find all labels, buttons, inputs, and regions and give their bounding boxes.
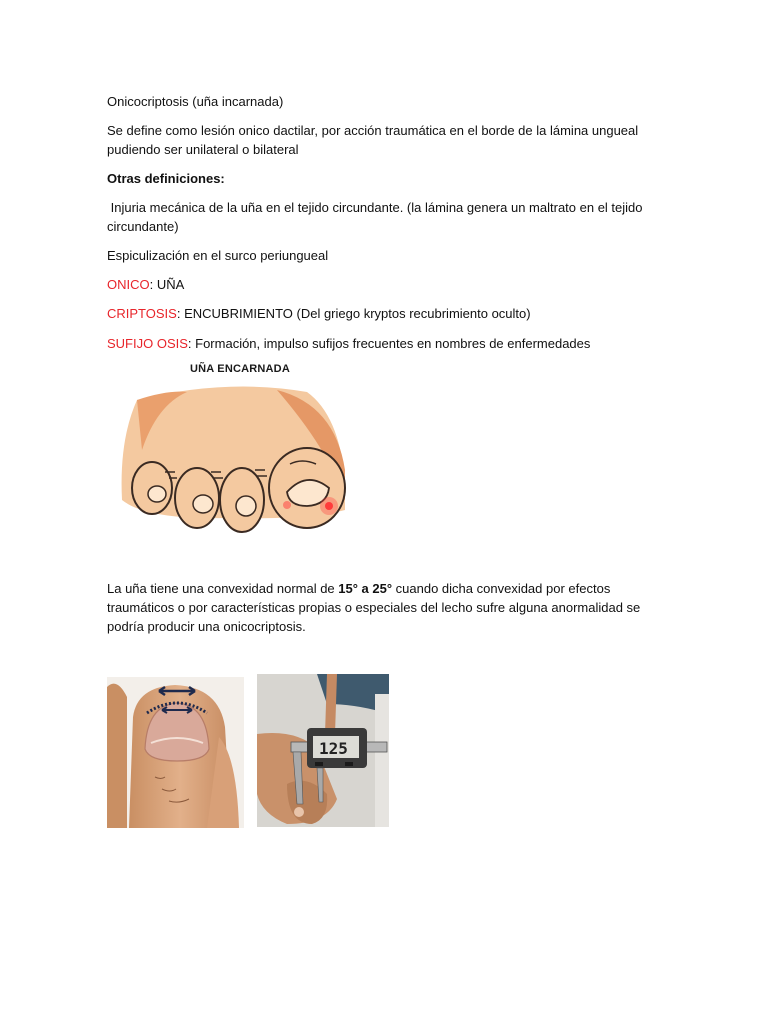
caliper-measurement-photo xyxy=(257,674,389,827)
term-sufijo-osis xyxy=(107,334,667,353)
ingrown-nail-illustration xyxy=(107,360,349,538)
term-criptosis xyxy=(107,304,667,323)
other-definitions-heading: Otras definiciones: xyxy=(107,171,225,186)
document-title: Onicocriptosis (uña incarnada) xyxy=(107,94,284,109)
term-label: ONICO xyxy=(107,277,150,292)
definition-paragraph: Se define como lesión onico dactilar, por acción traumática en el borde de la lámina ungueal pudiendo ser unilateral o bilateral xyxy=(107,123,639,157)
other-definition-1: Injuria mecánica de la uña en el tejido circundante. (la lámina genera un maltrato en el tejido circundante) xyxy=(107,200,647,234)
term-text: : ENCUBRIMIENTO (Del griego kryptos recubrimiento oculto) xyxy=(176,306,531,321)
convexity-range: 15° a 25° xyxy=(338,581,393,596)
term-text: : Formación, impulso sufijos frecuentes en nombres de enfermedades xyxy=(187,336,591,351)
nail-convexity-photo xyxy=(107,677,244,828)
caliper-reading: 125 xyxy=(319,739,348,758)
term-text: : UÑA xyxy=(149,277,185,292)
term-onico xyxy=(107,275,667,294)
convexity-paragraph xyxy=(107,579,667,636)
convexity-text-after: cuando dicha convexidad por efectos traumáticos o por características propias o especiales del lecho sufre alguna anormalidad se podría producir una onicocriptosis. xyxy=(107,581,641,634)
figure-caption: UÑA ENCARNADA xyxy=(190,363,290,375)
term-label: CRIPTOSIS xyxy=(107,306,177,321)
other-definition-2: Espiculización en el surco periungueal xyxy=(107,248,329,263)
term-label: SUFIJO OSIS xyxy=(107,336,188,351)
convexity-text-before: La uña tiene una convexidad normal de xyxy=(107,581,339,596)
